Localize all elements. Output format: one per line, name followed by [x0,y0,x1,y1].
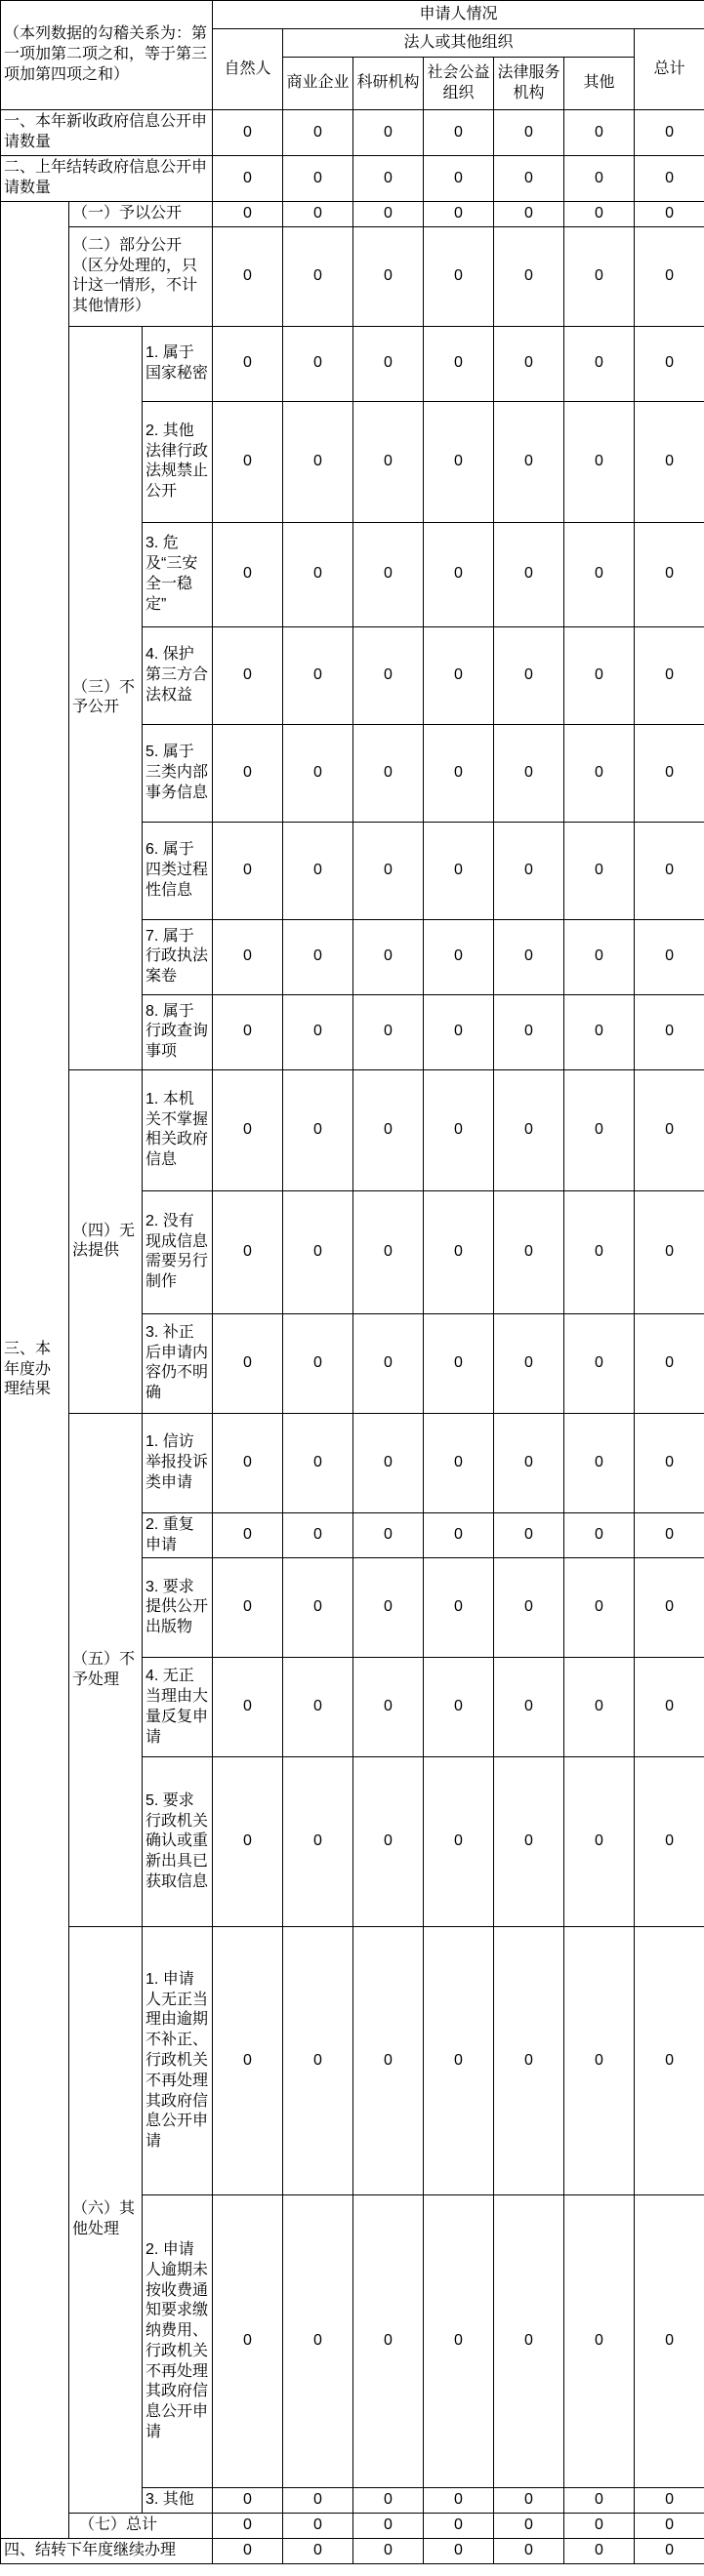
value-cell: 0 [564,226,635,326]
value-cell: 0 [635,401,704,522]
value-cell: 0 [424,1757,494,1927]
item-label: 5. 属于三类内部事务信息 [143,724,213,822]
value-cell: 0 [213,2514,283,2539]
value-cell: 0 [353,2514,424,2539]
header-note: （本列数据的勾稽关系为：第一项加第二项之和，等于第三项加第四项之和） [1,1,213,110]
value-cell: 0 [635,2514,704,2539]
value-cell: 0 [283,626,353,724]
value-cell: 0 [213,522,283,626]
value-cell: 0 [424,1558,494,1658]
value-cell: 0 [564,994,635,1069]
value-cell: 0 [213,1927,283,2195]
value-cell: 0 [353,724,424,822]
value-cell: 0 [353,2538,424,2563]
value-cell: 0 [283,326,353,401]
value-cell: 0 [494,1313,564,1413]
value-cell: 0 [353,919,424,994]
item-label: 3. 要求提供公开出版物 [143,1558,213,1658]
value-cell: 0 [424,522,494,626]
value-cell: 0 [635,326,704,401]
row-label: 四、结转下年度继续办理 [1,2538,213,2563]
value-cell: 0 [564,2195,635,2488]
value-cell: 0 [494,1512,564,1558]
value-cell: 0 [564,522,635,626]
value-cell: 0 [283,724,353,822]
value-cell: 0 [494,1658,564,1757]
value-cell: 0 [213,2538,283,2563]
group-label: （三）不予公开 [69,326,143,1069]
header-sub-legal-service: 法律服务机构 [494,58,564,110]
value-cell: 0 [424,2195,494,2488]
value-cell: 0 [353,1069,424,1190]
item-label: 1. 属于国家秘密 [143,326,213,401]
value-cell: 0 [213,1413,283,1512]
value-cell: 0 [564,2488,635,2514]
value-cell: 0 [635,1069,704,1190]
value-cell: 0 [635,1190,704,1313]
value-cell: 0 [283,1512,353,1558]
item-label: 3. 其他 [143,2488,213,2514]
value-cell: 0 [564,1413,635,1512]
value-cell: 0 [213,202,283,227]
header-sub-commercial: 商业企业 [283,58,353,110]
item-label: 5. 要求行政机关确认或重新出具已获取信息 [143,1757,213,1927]
value-cell: 0 [635,2195,704,2488]
value-cell: 0 [424,156,494,202]
value-cell: 0 [564,1658,635,1757]
table-row [1,2514,704,2539]
value-cell: 0 [564,1190,635,1313]
table-row [1,202,704,227]
row-label: 二、上年结转政府信息公开申请数量 [1,156,213,202]
value-cell: 0 [283,919,353,994]
value-cell: 0 [564,626,635,724]
value-cell: 0 [494,326,564,401]
row-label: （一）予以公开 [69,202,213,227]
value-cell: 0 [353,226,424,326]
value-cell: 0 [494,2538,564,2563]
value-cell: 0 [635,2538,704,2563]
value-cell: 0 [635,110,704,156]
item-label: 2. 重复申请 [143,1512,213,1558]
value-cell: 0 [283,522,353,626]
value-cell: 0 [635,202,704,227]
value-cell: 0 [494,2514,564,2539]
value-cell: 0 [494,919,564,994]
table-row [1,1413,704,1512]
value-cell: 0 [213,822,283,919]
value-cell: 0 [213,401,283,522]
value-cell: 0 [213,226,283,326]
value-cell: 0 [283,226,353,326]
value-cell: 0 [353,1190,424,1313]
value-cell: 0 [353,822,424,919]
value-cell: 0 [564,202,635,227]
table-row [1,1927,704,2195]
value-cell: 0 [635,1757,704,1927]
value-cell: 0 [283,401,353,522]
value-cell: 0 [353,1658,424,1757]
value-cell: 0 [494,522,564,626]
value-cell: 0 [353,2195,424,2488]
value-cell: 0 [353,1558,424,1658]
value-cell: 0 [424,626,494,724]
header-legal-group: 法人或其他组织 [283,29,635,58]
value-cell: 0 [213,326,283,401]
table-row [1,2538,704,2563]
value-cell: 0 [494,1069,564,1190]
value-cell: 0 [635,919,704,994]
table-row [1,326,704,401]
value-cell: 0 [564,401,635,522]
value-cell: 0 [635,1413,704,1512]
value-cell: 0 [424,1658,494,1757]
value-cell: 0 [353,994,424,1069]
value-cell: 0 [213,110,283,156]
value-cell: 0 [564,326,635,401]
value-cell: 0 [494,1927,564,2195]
value-cell: 0 [494,401,564,522]
value-cell: 0 [213,626,283,724]
value-cell: 0 [424,1313,494,1413]
value-cell: 0 [635,1313,704,1413]
value-cell: 0 [635,522,704,626]
value-cell: 0 [353,326,424,401]
value-cell: 0 [213,1558,283,1658]
value-cell: 0 [213,1658,283,1757]
value-cell: 0 [353,1757,424,1927]
header-sub-other: 其他 [564,58,635,110]
value-cell: 0 [424,110,494,156]
value-cell: 0 [494,1190,564,1313]
value-cell: 0 [424,919,494,994]
header-applicant: 申请人情况 [213,1,704,29]
value-cell: 0 [494,724,564,822]
value-cell: 0 [635,822,704,919]
value-cell: 0 [213,156,283,202]
value-cell: 0 [635,2488,704,2514]
value-cell: 0 [283,2488,353,2514]
value-cell: 0 [283,110,353,156]
value-cell: 0 [564,156,635,202]
value-cell: 0 [283,156,353,202]
value-cell: 0 [494,110,564,156]
value-cell: 0 [353,2488,424,2514]
value-cell: 0 [564,1313,635,1413]
value-cell: 0 [635,1927,704,2195]
value-cell: 0 [283,1757,353,1927]
value-cell: 0 [564,1069,635,1190]
value-cell: 0 [424,1927,494,2195]
value-cell: 0 [353,522,424,626]
value-cell: 0 [213,1190,283,1313]
value-cell: 0 [635,994,704,1069]
value-cell: 0 [494,2195,564,2488]
value-cell: 0 [564,822,635,919]
header-sub-research: 科研机构 [353,58,424,110]
header-sub-public-welfare: 社会公益组织 [424,58,494,110]
value-cell: 0 [283,1658,353,1757]
value-cell: 0 [494,1757,564,1927]
value-cell: 0 [564,2514,635,2539]
value-cell: 0 [424,2488,494,2514]
value-cell: 0 [213,724,283,822]
value-cell: 0 [564,1512,635,1558]
value-cell: 0 [424,2538,494,2563]
value-cell: 0 [635,724,704,822]
value-cell: 0 [494,822,564,919]
value-cell: 0 [424,2514,494,2539]
item-label: 3. 补正后申请内容仍不明确 [143,1313,213,1413]
value-cell: 0 [494,156,564,202]
value-cell: 0 [353,626,424,724]
value-cell: 0 [283,994,353,1069]
item-label: 1. 信访举报投诉类申请 [143,1413,213,1512]
group-label: （四）无法提供 [69,1069,143,1413]
item-label: 2. 申请人逾期未按收费通知要求缴纳费用、行政机关不再处理其政府信息公开申请 [143,2195,213,2488]
value-cell: 0 [635,626,704,724]
value-cell: 0 [353,110,424,156]
value-cell: 0 [494,1413,564,1512]
value-cell: 0 [424,994,494,1069]
value-cell: 0 [353,156,424,202]
value-cell: 0 [564,724,635,822]
value-cell: 0 [283,1190,353,1313]
value-cell: 0 [494,2488,564,2514]
row-label: （二）部分公开（区分处理的，只计这一情形，不计其他情形） [69,226,213,326]
value-cell: 0 [283,202,353,227]
table-row [1,226,704,326]
value-cell: 0 [564,919,635,994]
value-cell: 0 [283,1558,353,1658]
header-total: 总计 [635,29,704,110]
value-cell: 0 [213,994,283,1069]
table-row [1,1069,704,1190]
group-label: （六）其他处理 [69,1927,143,2514]
item-label: 6. 属于四类过程性信息 [143,822,213,919]
value-cell: 0 [283,822,353,919]
row-label: （七）总计 [69,2514,213,2539]
item-label: 2. 没有现成信息需要另行制作 [143,1190,213,1313]
value-cell: 0 [424,822,494,919]
value-cell: 0 [635,1658,704,1757]
value-cell: 0 [635,226,704,326]
value-cell: 0 [635,1558,704,1658]
value-cell: 0 [283,1313,353,1413]
value-cell: 0 [424,1190,494,1313]
value-cell: 0 [353,202,424,227]
value-cell: 0 [635,1512,704,1558]
value-cell: 0 [283,2195,353,2488]
value-cell: 0 [283,1413,353,1512]
row-label: 一、本年新收政府信息公开申请数量 [1,110,213,156]
value-cell: 0 [424,1069,494,1190]
value-cell: 0 [424,1512,494,1558]
value-cell: 0 [424,226,494,326]
item-label: 1. 本机关不掌握相关政府信息 [143,1069,213,1190]
value-cell: 0 [353,1313,424,1413]
value-cell: 0 [424,202,494,227]
value-cell: 0 [564,1757,635,1927]
value-cell: 0 [353,1413,424,1512]
value-cell: 0 [424,1413,494,1512]
value-cell: 0 [213,1757,283,1927]
table-row [1,110,704,156]
value-cell: 0 [283,2538,353,2563]
value-cell: 0 [213,2488,283,2514]
value-cell: 0 [494,626,564,724]
value-cell: 0 [213,919,283,994]
section-3-label: 三、本年度办理结果 [1,202,69,2539]
header-natural-person: 自然人 [213,29,283,110]
value-cell: 0 [353,401,424,522]
value-cell: 0 [494,994,564,1069]
group-label: （五）不予处理 [69,1413,143,1927]
item-label: 4. 保护第三方合法权益 [143,626,213,724]
item-label: 7. 属于行政执法案卷 [143,919,213,994]
value-cell: 0 [494,202,564,227]
value-cell: 0 [283,1069,353,1190]
value-cell: 0 [213,1313,283,1413]
value-cell: 0 [424,326,494,401]
value-cell: 0 [564,2538,635,2563]
value-cell: 0 [564,1927,635,2195]
item-label: 1. 申请人无正当理由逾期不补正、行政机关不再处理其政府信息公开申请 [143,1927,213,2195]
value-cell: 0 [635,156,704,202]
item-label: 3. 危及“三安全一稳定” [143,522,213,626]
value-cell: 0 [564,1558,635,1658]
value-cell: 0 [494,226,564,326]
table-row [1,156,704,202]
item-label: 4. 无正当理由大量反复申请 [143,1658,213,1757]
value-cell: 0 [494,1558,564,1658]
value-cell: 0 [213,1512,283,1558]
value-cell: 0 [283,1927,353,2195]
value-cell: 0 [424,724,494,822]
value-cell: 0 [283,2514,353,2539]
item-label: 2. 其他法律行政法规禁止公开 [143,401,213,522]
value-cell: 0 [564,110,635,156]
value-cell: 0 [353,1512,424,1558]
value-cell: 0 [213,2195,283,2488]
value-cell: 0 [213,1069,283,1190]
value-cell: 0 [353,1927,424,2195]
item-label: 8. 属于行政查询事项 [143,994,213,1069]
value-cell: 0 [424,401,494,522]
